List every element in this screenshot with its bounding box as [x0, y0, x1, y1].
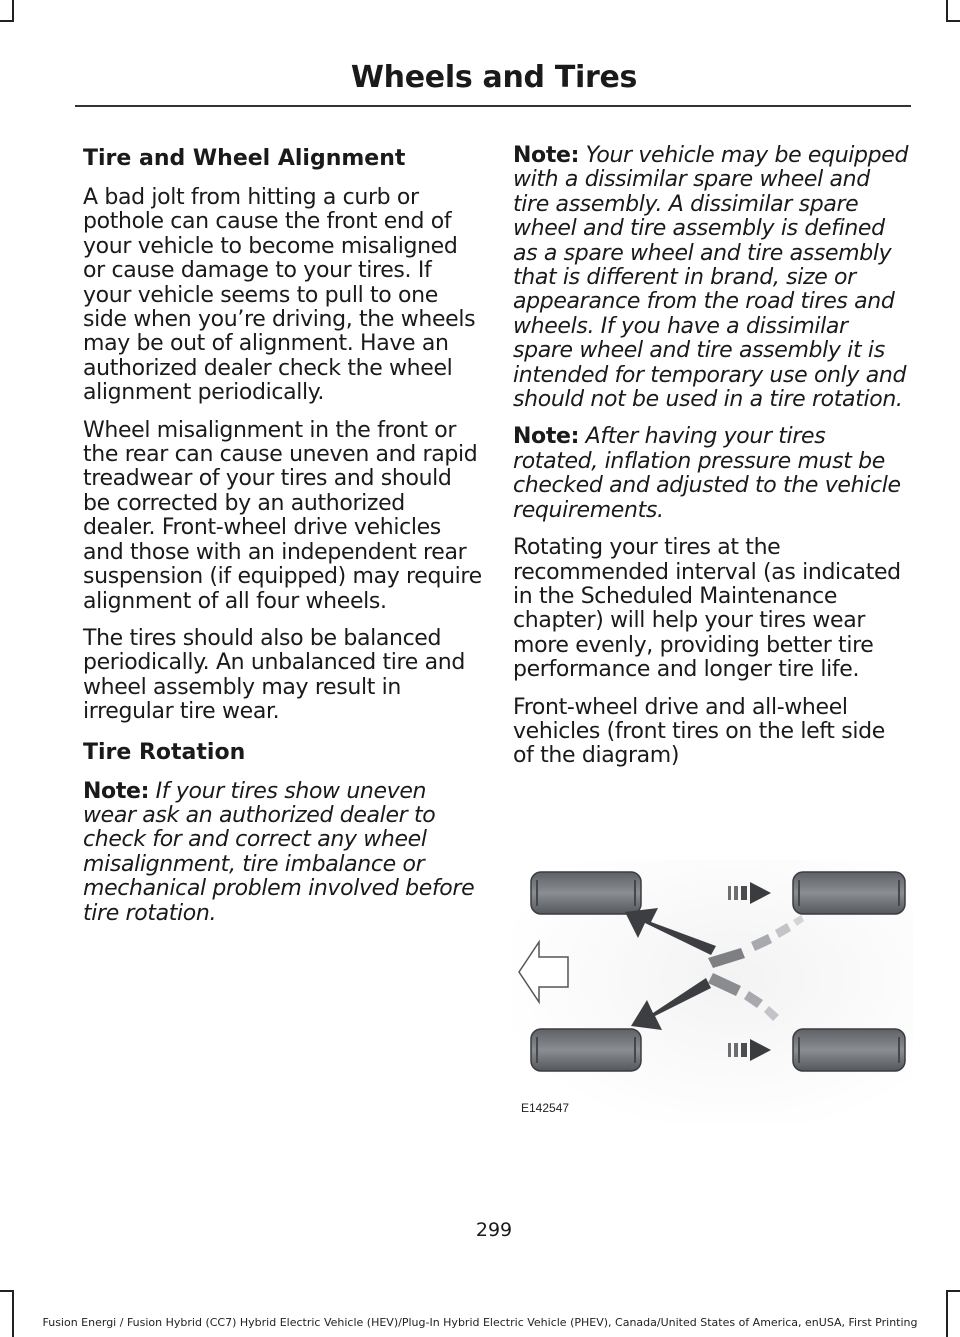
left-column [83, 144, 483, 939]
note-text: After having your tires rotated, inflation pressure must be checked and adjusted to the vehicle requirements. [513, 424, 901, 523]
note-label: Note: [83, 778, 150, 804]
crop-mark-bottom-left-h [0, 1290, 14, 1292]
diagram-caption: Front-wheel drive and all-wheel vehicles (front tires on the left side of the diagram) [513, 694, 885, 769]
note-label: Note: [513, 424, 580, 450]
rotation-heading: Tire Rotation [83, 739, 246, 765]
page-title: Wheels and Tires [350, 60, 638, 95]
right-column [513, 144, 909, 782]
crop-mark-bottom-left-v [12, 1290, 14, 1337]
alignment-paragraph-2: Wheel misalignment in the front or the rear can cause uneven and rapid treadwear of your tires and should be corrected by an authorized dealer. Front-wheel drive vehicles and those with an independent rear suspension (if equipped) may require alignment of all four wheels. [83, 417, 482, 614]
rotating-paragraph: Rotating your tires at the recommended interval (as indicated in the Scheduled Maintenance chapter) will help your tires wear more evenly, providing better tire performance and longer tire life. [513, 535, 901, 683]
crop-mark-top-right-h [946, 20, 960, 22]
tire-rotation-illustration [513, 860, 913, 1122]
rotation-note [83, 780, 483, 926]
tire-front-left [531, 872, 641, 914]
header-divider [75, 105, 911, 107]
page-number: 299 [475, 1219, 513, 1241]
crop-mark-top-right-v [946, 0, 948, 22]
alignment-paragraph-1: A bad jolt from hitting a curb or pothole can cause the front end of your vehicle to become misaligned or cause damage to your tires. If your vehicle seems to pull to one side when you’re driving, the wheels may be out of alignment. Have an authorized dealer check the wheel alignment periodically. [83, 185, 476, 406]
note-text: Your vehicle may be equipped with a dissimilar spare wheel and tire assembly. A dissimilar spare wheel and tire assembly is defined as a spare wheel and tire assembly that is different in brand, size or appearance from the road tires and wheels. If you have a dissimilar spare wheel and tire assembly it is intended for temporary use only and should not be used in a tire rotation. [513, 143, 909, 413]
crop-mark-top-left-h [0, 20, 14, 22]
diagram-code: E142547 [521, 1101, 570, 1115]
crop-mark-top-left-v [12, 0, 14, 22]
footer-text: Fusion Energi / Fusion Hybrid (CC7) Hybrid Electric Vehicle (HEV)/Plug-In Hybrid Electric Vehicle (PHEV), Canada/United States of America, enUSA, First Printing [42, 1316, 918, 1329]
crop-mark-bottom-right-h [946, 1290, 960, 1292]
tire-rear-left [531, 1029, 641, 1071]
tire-front-right [793, 872, 905, 914]
note-text: If your tires show uneven wear ask an authorized dealer to check for and correct any wheel misalignment, tire imbalance or mechanical problem involved before tire rotation. [83, 778, 475, 926]
note-label: Note: [513, 143, 580, 168]
tire-rear-right [793, 1029, 905, 1071]
alignment-heading: Tire and Wheel Alignment [83, 146, 406, 171]
spare-note [513, 144, 909, 412]
tire-rotation-diagram [513, 860, 913, 1122]
crop-mark-bottom-right-v [946, 1290, 948, 1337]
inflation-note [513, 425, 909, 523]
alignment-paragraph-3: The tires should also be balanced periodically. An unbalanced tire and wheel assembly may result in irregular tire wear. [83, 625, 465, 725]
